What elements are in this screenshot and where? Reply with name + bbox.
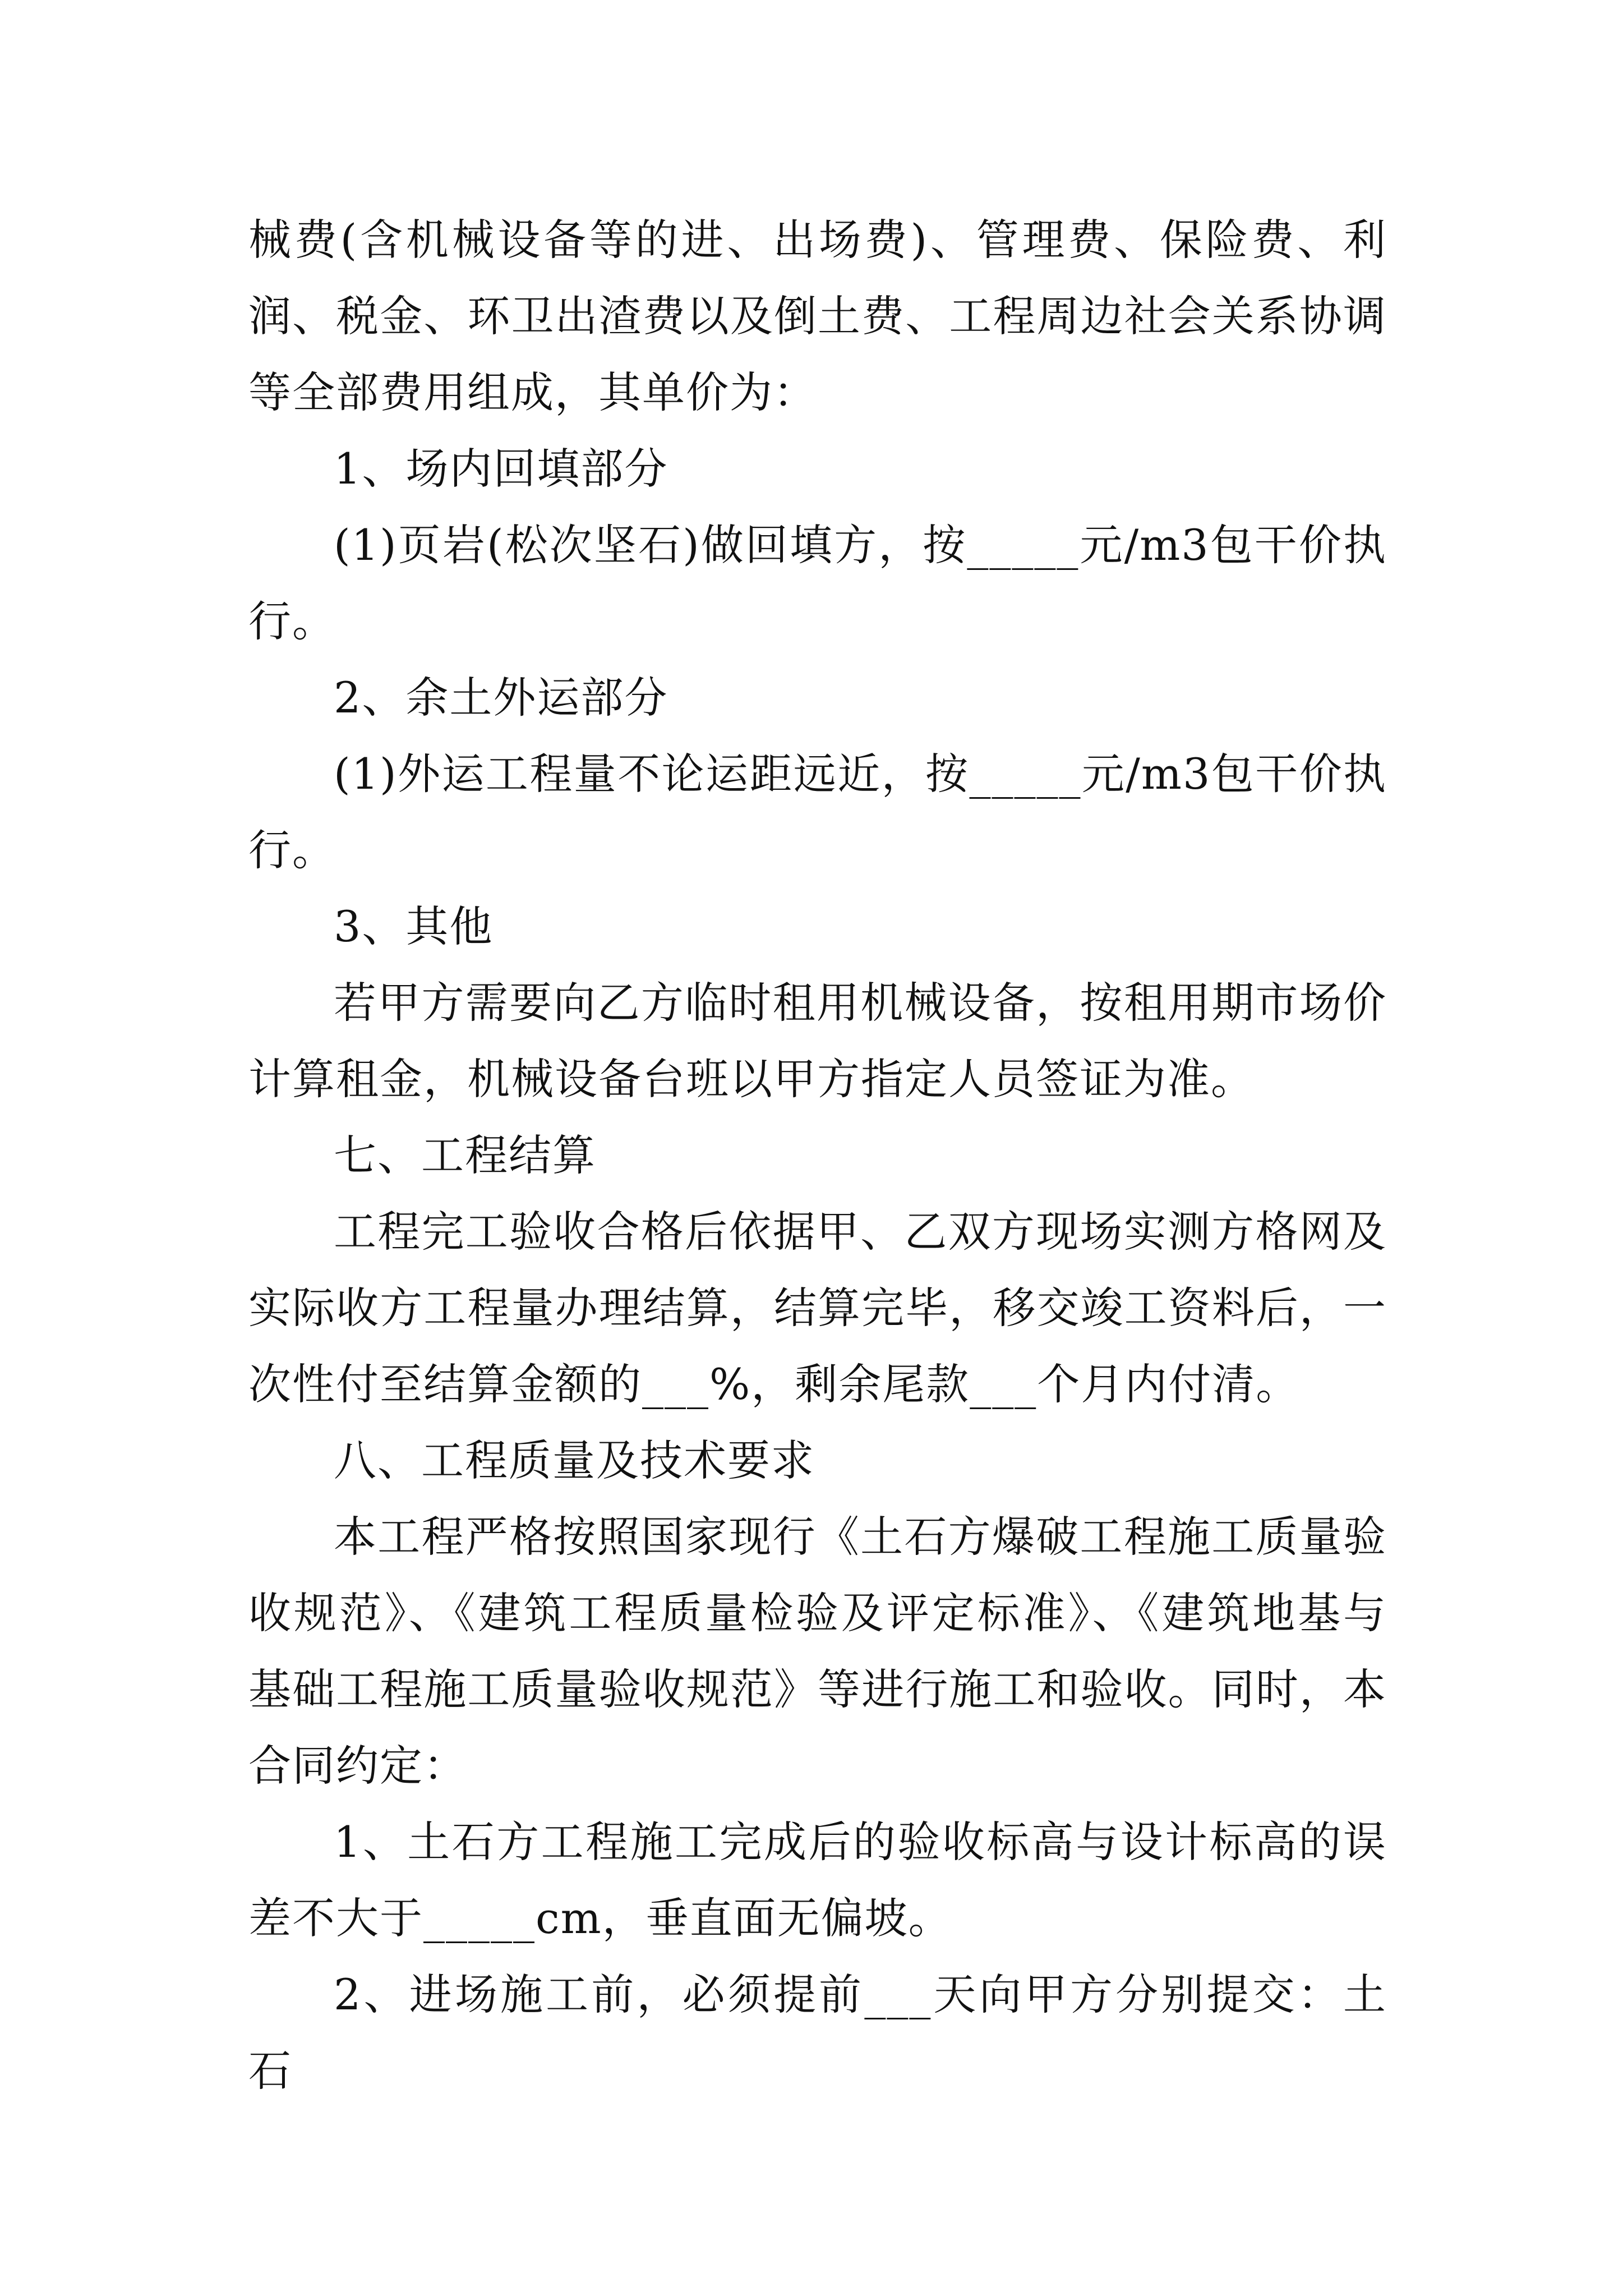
paragraph-transport-price: (1)外运工程量不论运距远近，按_____元/m3包干价执行。: [248, 749, 1387, 875]
paragraph-shale-backfill-price: (1)页岩(松次坚石)做回填方，按_____元/m3包干价执行。: [248, 520, 1387, 646]
paragraph-quality-standards: 本工程严格按照国家现行《土石方爆破工程施工质量验收规范》、《建筑工程质量检验及评定标准》、《建筑地基与基础工程施工质量验收规范》等进行施工和验收。同时，本合同约定：: [248, 1512, 1387, 1791]
paragraph-settlement-terms: 工程完工验收合格后依据甲、乙双方现场实测方格网及实际收方工程量办理结算，结算完毕，移交竣工资料后，一次性付至结算金额的___%，剩余尾款___个月内付清。: [248, 1207, 1387, 1409]
heading-other: 3、其他: [334, 901, 494, 951]
heading-quality-requirements: 八、工程质量及技术要求: [334, 1435, 815, 1485]
paragraph-elevation-tolerance: 1、土石方工程施工完成后的验收标高与设计标高的误差不大于_____cm，垂直面无偏坡。: [248, 1817, 1387, 1943]
heading-settlement: 七、工程结算: [334, 1130, 596, 1180]
heading-soil-transport: 2、余土外运部分: [334, 673, 668, 723]
paragraph-pre-construction-submission: 2、进场施工前，必须提前___天向甲方分别提交：土石: [248, 1970, 1387, 2096]
heading-onsite-backfill: 1、场内回填部分: [334, 444, 668, 494]
paragraph-fee-composition: 械费(含机械设备等的进、出场费)、管理费、保险费、利润、税金、环卫出渣费以及倒土费、工程周边社会关系协调等全部费用组成，其单价为：: [248, 215, 1387, 417]
document-body: [248, 202, 1387, 2109]
paragraph-equipment-rental: 若甲方需要向乙方临时租用机械设备，按租用期市场价计算租金，机械设备台班以甲方指定人员签证为准。: [248, 978, 1387, 1104]
